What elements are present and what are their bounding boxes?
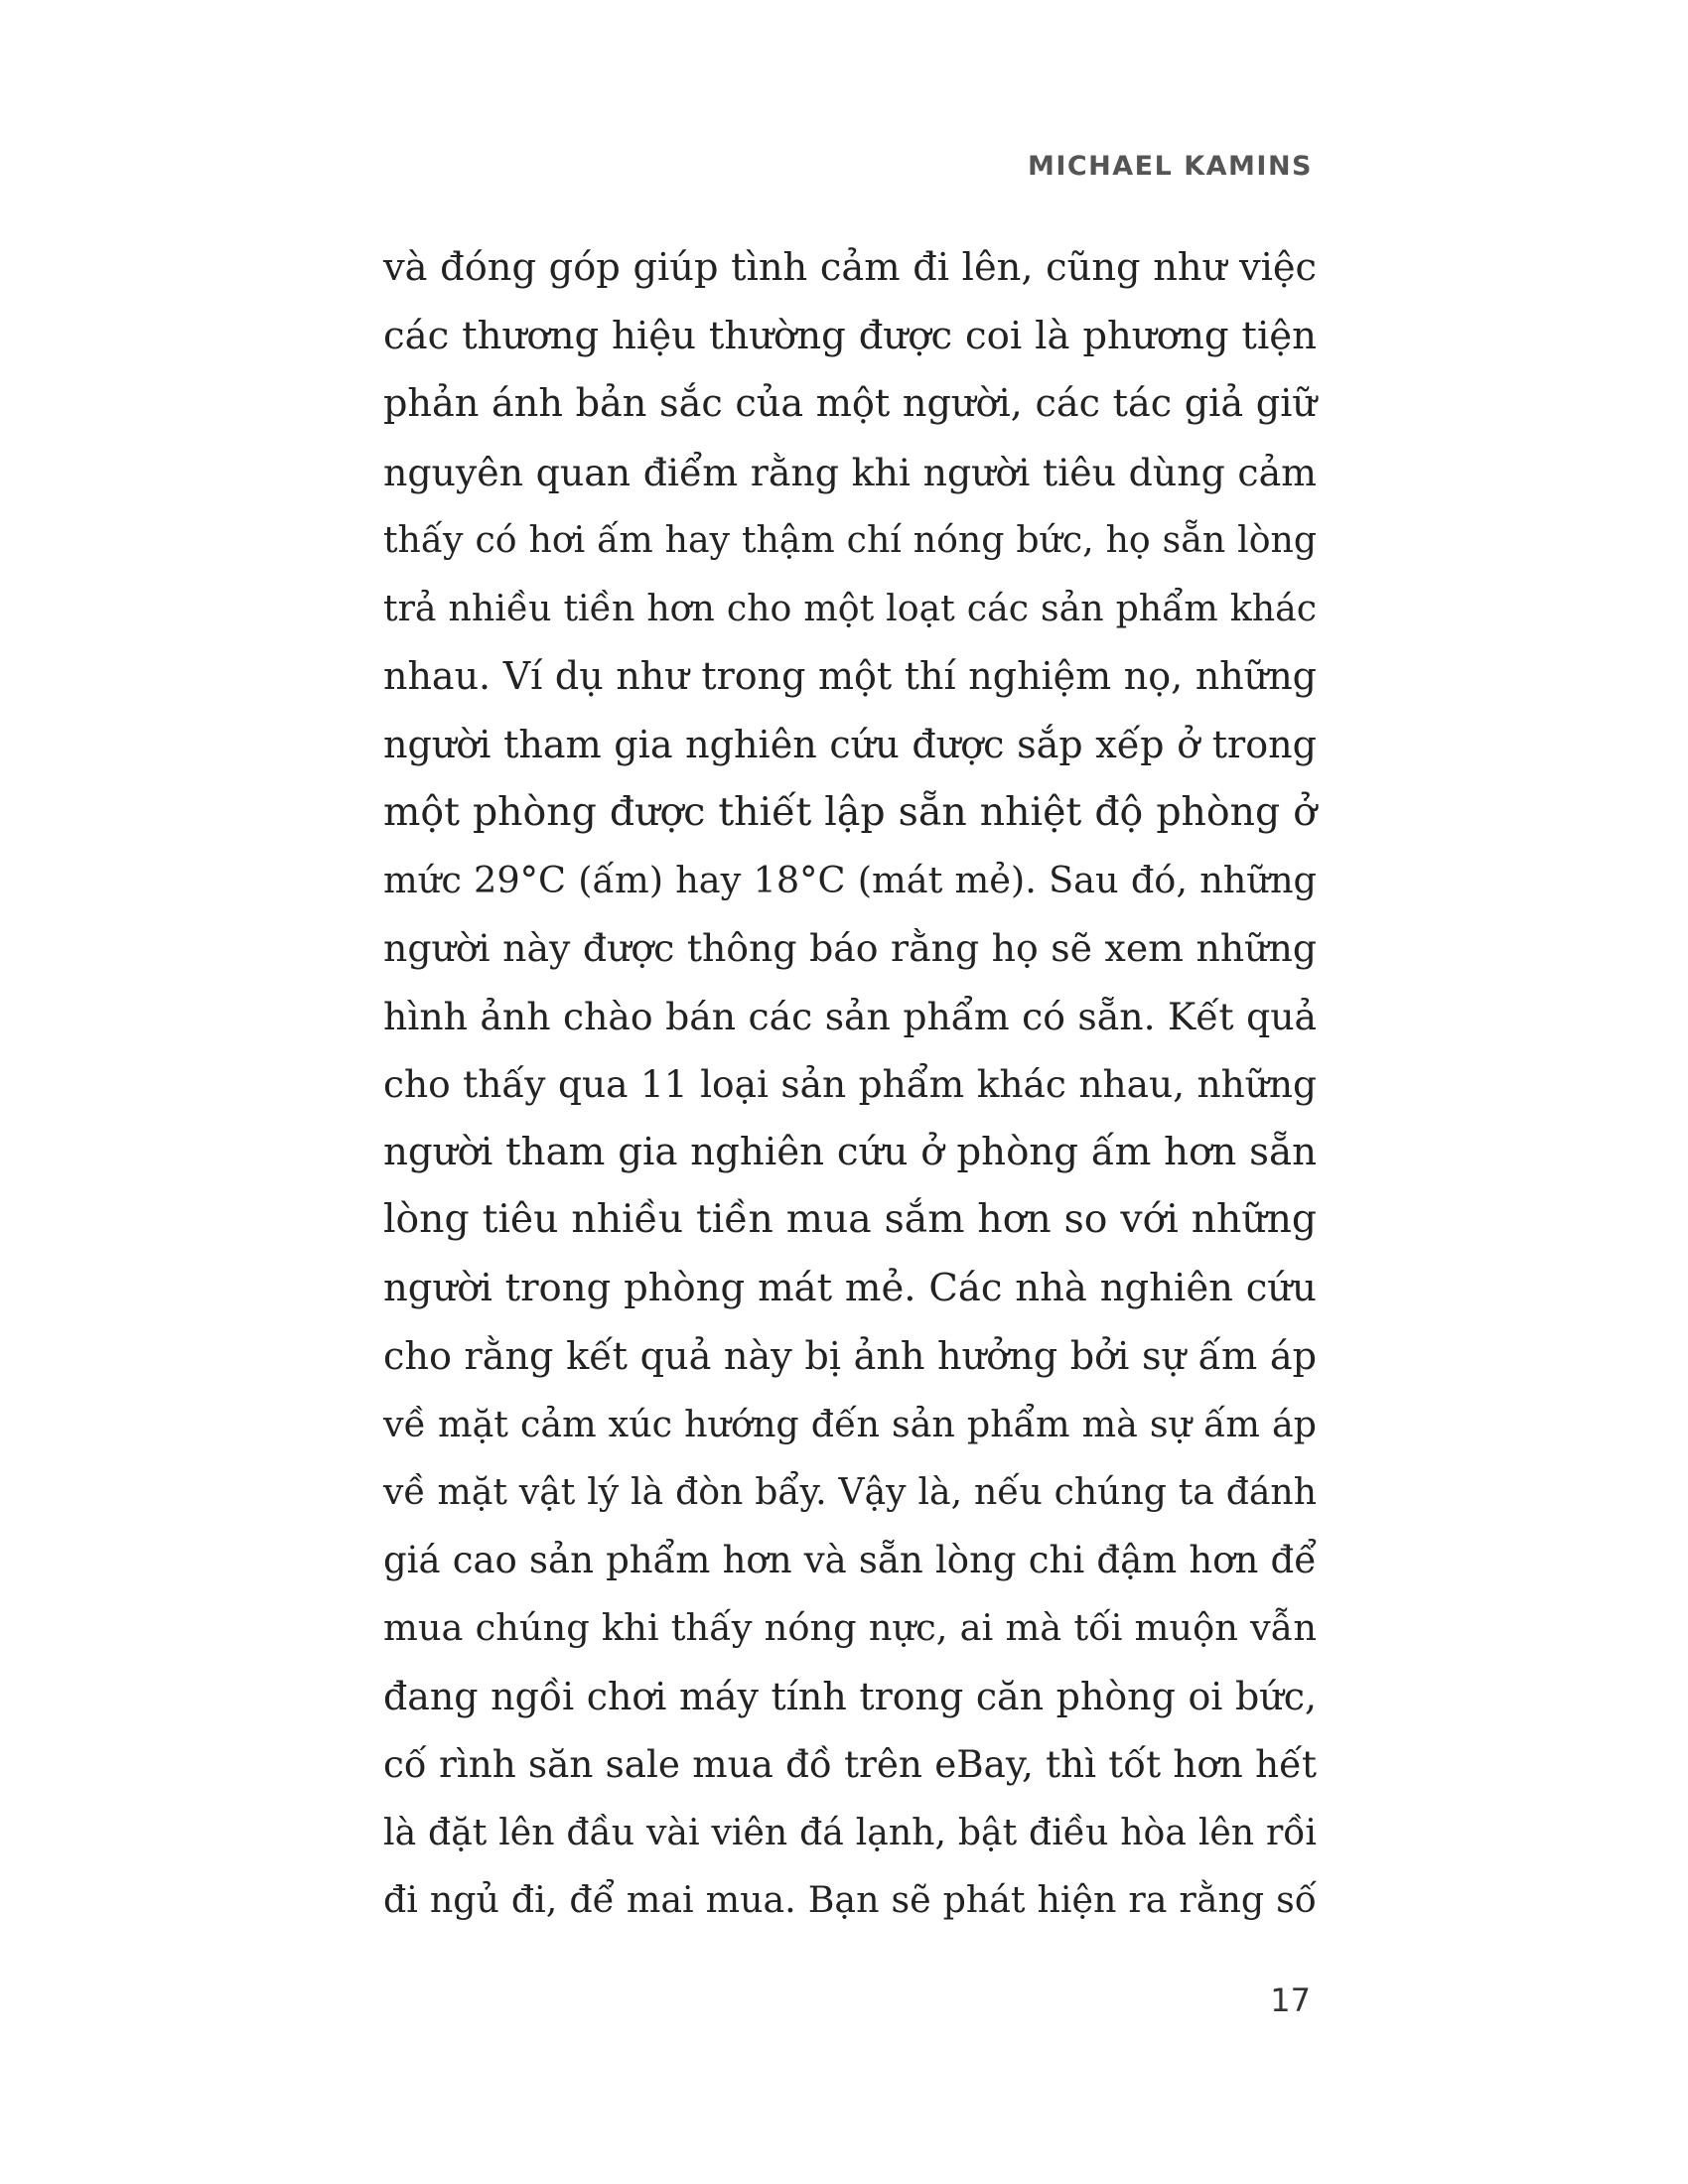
body-text (383, 234, 1317, 1935)
text-line: về mặt cảm xúc hướng đến sản phẩm mà sự ấm áp (383, 1402, 1317, 1445)
running-header: MICHAEL KAMINS (1027, 151, 1313, 182)
text-line: người tham gia nghiên cứu được sắp xếp ở trong (383, 722, 1317, 766)
text-line: phản ánh bản sắc của một người, các tác giả giữ (383, 382, 1317, 426)
text-line: cố rình săn sale mua đồ trên eBay, thì tốt hơn hết (383, 1742, 1317, 1786)
text-line: hình ảnh chào bán các sản phẩm có sẵn. Kết quả (383, 994, 1317, 1038)
text-line: một phòng được thiết lập sẵn nhiệt độ phòng ở (383, 789, 1317, 835)
text-line: nhau. Ví dụ như trong một thí nghiệm nọ, những (383, 654, 1317, 698)
text-line: người này được thông báo rằng họ sẽ xem những (383, 926, 1317, 970)
text-line: lòng tiêu nhiều tiền mua sắm hơn so với những (383, 1197, 1317, 1242)
text-line: mua chúng khi thấy nóng nực, ai mà tối muộn vẫn (383, 1606, 1317, 1649)
text-line: cho thấy qua 11 loại sản phẩm khác nhau, những (383, 1062, 1317, 1106)
text-line: mức 29°C (ấm) hay 18°C (mát mẻ). Sau đó, những (383, 858, 1317, 901)
text-line: giá cao sản phẩm hơn và sẵn lòng chi đậm hơn để (383, 1538, 1317, 1581)
text-line: nguyên quan điểm rằng khi người tiêu dùng cảm (383, 450, 1317, 494)
text-line: người trong phòng mát mẻ. Các nhà nghiên cứu (383, 1265, 1317, 1310)
text-line: đi ngủ đi, để mai mua. Bạn sẽ phát hiện ra rằng số (383, 1878, 1317, 1921)
text-line: người tham gia nghiên cứu ở phòng ấm hơn sẵn (383, 1129, 1317, 1174)
text-line: các thương hiệu thường được coi là phương tiện (383, 313, 1317, 358)
text-line: đang ngồi chơi máy tính trong căn phòng oi bức, (383, 1674, 1317, 1718)
text-line: trả nhiều tiền hơn cho một loạt các sản phẩm khác (383, 586, 1317, 629)
text-line: là đặt lên đầu vài viên đá lạnh, bật điều hòa lên rồi (383, 1810, 1317, 1853)
text-line: và đóng góp giúp tình cảm đi lên, cũng như việc (383, 245, 1317, 290)
page-number: 17 (1270, 1981, 1311, 2019)
text-line: cho rằng kết quả này bị ảnh hưởng bởi sự ấm áp (383, 1334, 1317, 1378)
text-line: về mặt vật lý là đòn bẩy. Vậy là, nếu chúng ta đánh (383, 1470, 1317, 1513)
text-line: thấy có hơi ấm hay thậm chí nóng bức, họ sẵn lòng (383, 518, 1317, 561)
